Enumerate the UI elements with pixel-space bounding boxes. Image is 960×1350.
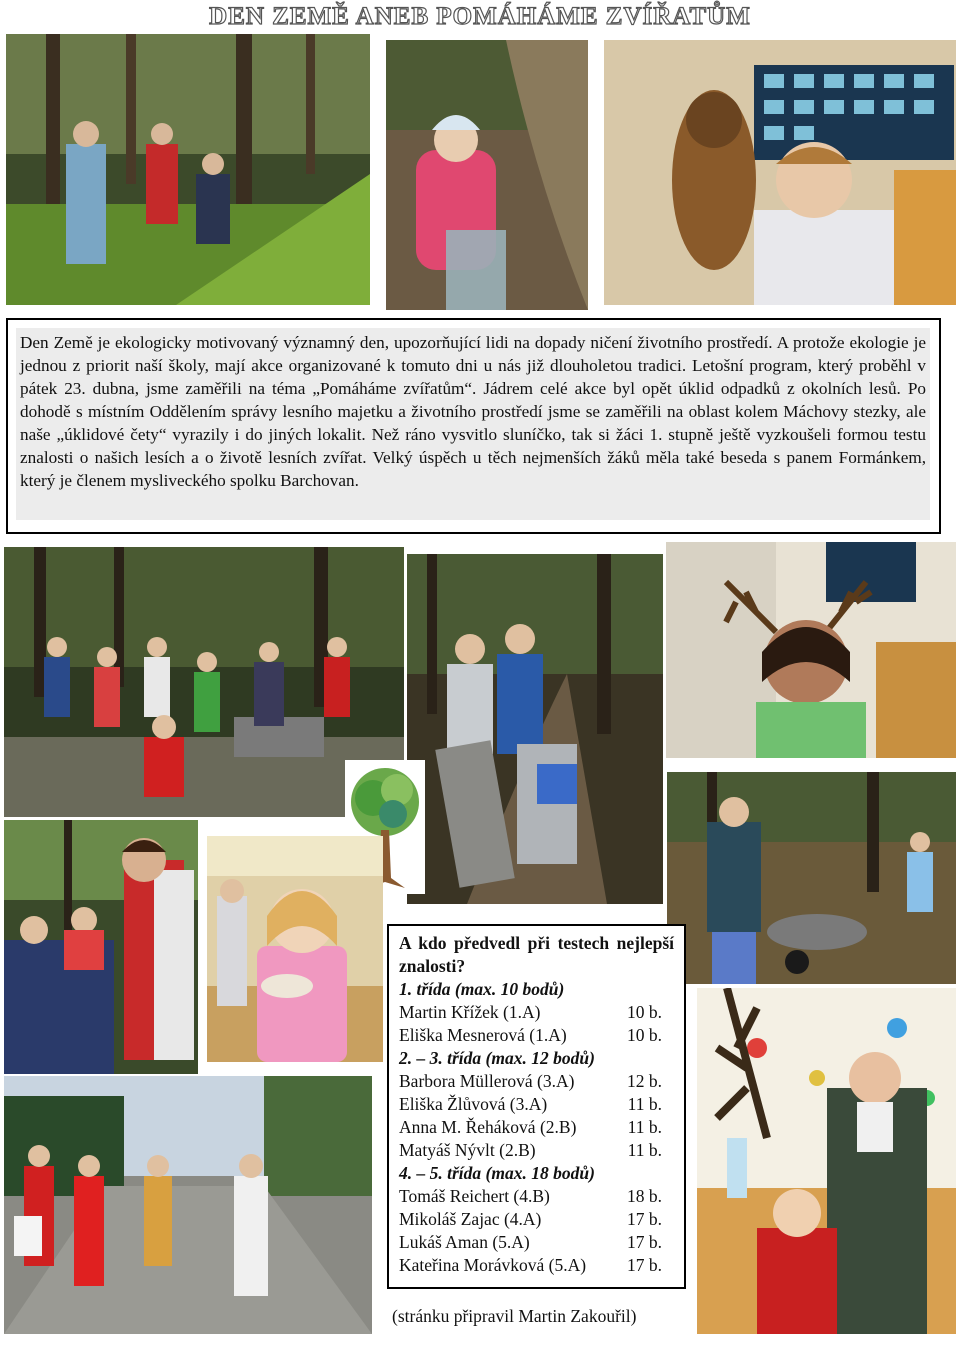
results-category: 2. – 3. třída (max. 12 bodů): [399, 1048, 595, 1068]
result-score: 11 b.: [627, 1140, 662, 1160]
result-score: 18 b.: [627, 1186, 662, 1206]
photo-girl-with-bag: [386, 40, 588, 310]
photo-walking-group: [4, 1076, 372, 1334]
result-row: [399, 1070, 674, 1093]
result-name: Eliška Mesnerová (1.A): [399, 1025, 567, 1045]
results-heading: A kdo předvedl při testech nejlepší znalosti?: [399, 933, 674, 976]
article-text: Den Země je ekologicky motivovaný významný den, upozorňující lidi na dopady ničení životního prostředí. A protože ekologie je jednou z priorit naší školy, mají akce organizované k tomuto dni u nás již dlouholetou tradici. Letošní program, který proběhl v pátek 23. dubna, jsme zaměřili na téma „Pomáháme zvířatům“. Jádrem celé akce byl opět úklid odpadků z okolních lesů. Po dohodě s místním Oddělením správy lesního majetku a životního prostředí jsme se zaměřili na oblast kolem Máchovy stezky, ale naše „úklidové čety“ vyrazily i do jiných lokalit. Než ráno vysvitlo sluníčko, tak si žáci 1. stupně ještě vyzkoušeli formou testu znalosti o našich lesích a o životě lesních zvířat. Velký úspěch u těch nejmenších žáků měla také beseda s panem Formánkem, který je členem mysliveckého spolku Barchovan.: [20, 333, 926, 490]
result-row: [399, 1093, 674, 1116]
results-category: 4. – 5. třída (max. 18 bodů): [399, 1163, 595, 1183]
result-score: 10 b.: [627, 1025, 662, 1045]
result-row: [399, 1185, 674, 1208]
result-score: 17 b.: [627, 1255, 662, 1275]
article-background: [16, 328, 930, 520]
result-row: [399, 1001, 674, 1024]
result-row: [399, 1231, 674, 1254]
result-name: Eliška Žlůvová (3.A): [399, 1094, 548, 1114]
photo-forest-cleanup-children: [6, 34, 370, 305]
result-row: [399, 1139, 674, 1162]
result-name: Kateřina Morávková (5.A): [399, 1255, 587, 1275]
result-score: 11 b.: [627, 1117, 662, 1137]
photo-boys-with-trash: [407, 554, 663, 904]
result-name: Martin Křížek (1.A): [399, 1002, 541, 1022]
result-score: 12 b.: [627, 1071, 662, 1091]
photo-woman-with-children: [4, 820, 198, 1074]
quiz-results-box: [387, 924, 686, 1289]
photo-teacher-and-wheelbarrow: [667, 772, 956, 984]
page-credit: (stránku připravil Martin Zakouřil): [392, 1306, 637, 1326]
result-score: 17 b.: [627, 1209, 662, 1229]
result-name: Tomáš Reichert (4.B): [399, 1186, 550, 1206]
result-row: [399, 1116, 674, 1139]
result-row: [399, 1024, 674, 1047]
result-name: Matyáš Nývlt (2.B): [399, 1140, 536, 1160]
photo-girl-with-antlers: [666, 542, 956, 758]
result-score: 17 b.: [627, 1232, 662, 1252]
result-row: [399, 1254, 674, 1277]
results-category: 1. třída (max. 10 bodů): [399, 979, 565, 999]
photo-girl-with-skull: [207, 836, 383, 1062]
result-name: Lukáš Aman (5.A): [399, 1232, 530, 1252]
result-name: Mikoláš Zajac (4.A): [399, 1209, 542, 1229]
result-row: [399, 1208, 674, 1231]
photo-campfire-group: [4, 547, 404, 817]
result-name: Anna M. Řeháková (2.B): [399, 1117, 577, 1137]
result-name: Barbora Müllerová (3.A): [399, 1071, 575, 1091]
photo-hunter-with-antlers: [697, 988, 956, 1334]
photo-boy-with-owl: [604, 40, 956, 305]
page-title: DEN ZEMĚ ANEB POMÁHÁME ZVÍŘATŮM: [209, 3, 751, 30]
article-box: [6, 318, 941, 534]
result-score: 10 b.: [627, 1002, 662, 1022]
result-score: 11 b.: [627, 1094, 662, 1114]
